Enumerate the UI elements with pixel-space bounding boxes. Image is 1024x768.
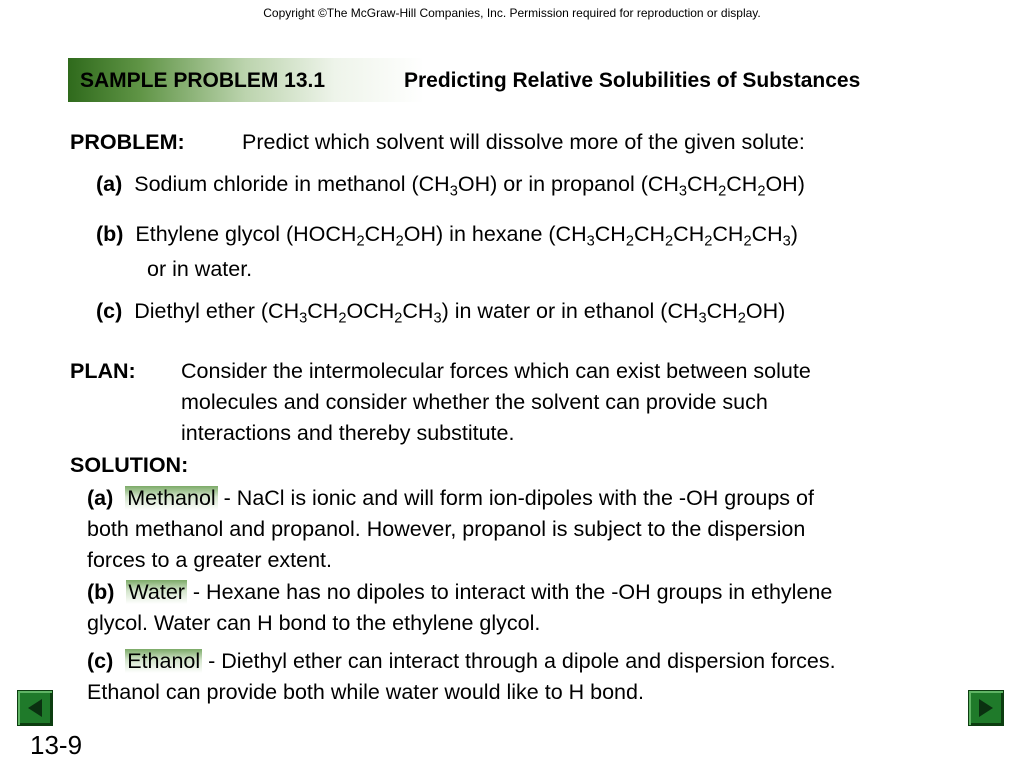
plan-line: Consider the intermolecular forces which can exist between solute: [181, 359, 811, 383]
previous-slide-button[interactable]: [17, 690, 53, 726]
plan-line: interactions and thereby substitute.: [181, 421, 515, 445]
solution-c-label: (c): [87, 649, 114, 673]
solution-b-answer: Water: [128, 580, 185, 604]
slide-title: Predicting Relative Solubilities of Substances: [404, 69, 861, 92]
solution-b-label: (b): [87, 580, 115, 604]
plan-line: molecules and consider whether the solvent can provide such: [181, 390, 768, 414]
part-c-label: (c): [96, 299, 123, 323]
part-a-label: (a): [96, 172, 123, 196]
sample-problem-label: SAMPLE PROBLEM 13.1: [80, 69, 326, 92]
plan-label: PLAN:: [70, 359, 136, 383]
problem-part-b-continued: or in water.: [147, 257, 253, 281]
plan-text: [181, 356, 811, 449]
solution-a-line: both methanol and propanol. However, propanol is subject to the dispersion: [87, 517, 806, 541]
solution-label: SOLUTION:: [70, 453, 189, 477]
solution-a-line: forces to a greater extent.: [87, 548, 332, 572]
next-slide-button[interactable]: [968, 690, 1004, 726]
problem-part-c: (c) Diethyl ether $(CH_3CH_2OCH_2CH_3)$ in water or in ethanol $(CH_3CH_2OH)$: [96, 299, 786, 327]
solution-item-b: [87, 577, 832, 639]
right-triangle-icon: [969, 691, 1003, 725]
slide-number: 13-9: [30, 730, 83, 760]
solution-a-label: (a): [87, 486, 114, 510]
problem-label: PROBLEM:: [70, 130, 185, 154]
solution-item-a: [87, 483, 814, 576]
solution-a-text: - NaCl is ionic and will form ion-dipoles with the -OH groups of: [217, 486, 814, 510]
left-triangle-icon: [18, 691, 52, 725]
problem-part-a: (a) Sodium chloride in methanol $(CH_3OH)$ or in propanol $(CH_3CH_2CH_2OH)$: [96, 172, 805, 200]
solution-c-text: - Diethyl ether can interact through a dipole and dispersion forces.: [202, 649, 836, 673]
solution-b-line: glycol. Water can H bond to the ethylene glycol.: [87, 611, 541, 635]
solution-c-line: Ethanol can provide both while water would like to H bond.: [87, 680, 644, 704]
solution-c-answer: Ethanol: [127, 649, 201, 673]
copyright-notice: Copyright ©The McGraw-Hill Companies, Inc. Permission required for reproduction or display.: [263, 6, 761, 20]
solution-a-answer: Methanol: [127, 486, 216, 510]
solution-item-c: [87, 646, 836, 708]
solution-b-text: - Hexane has no dipoles to interact with the -OH groups in ethylene: [186, 580, 833, 604]
part-b-label: (b): [96, 222, 124, 246]
problem-statement: Predict which solvent will dissolve more of the given solute:: [242, 130, 805, 154]
problem-part-b: (b) Ethylene glycol $(HOCH_2CH_2OH)$ in hexane $(CH_3CH_2CH_2CH_2CH_2CH_3)$: [96, 222, 798, 250]
